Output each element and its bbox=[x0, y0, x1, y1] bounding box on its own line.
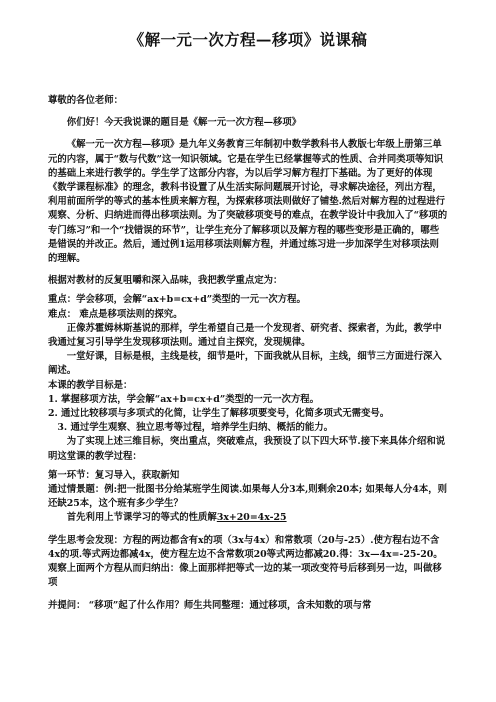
goal-item: 3. 通过学生观察、独立思考等过程，培养学生归纳、概括的能力。 bbox=[57, 422, 333, 434]
goals-intro-paragraph: 一堂好课，目标是根，主线是枝，细节是叶，下面我就从目标，主线，细节三方面进行深入阐述。 bbox=[48, 351, 442, 377]
document-title: 《解一元一次方程—移项》说课稿 bbox=[128, 30, 368, 49]
step1-question: 并提问： “移项”起了什么作用？师生共同整理：通过移项，含未知数的项与常 bbox=[48, 599, 372, 611]
goals-heading: 本课的教学目标是： bbox=[48, 379, 133, 391]
intro-paragraph: 你们好！今天我说课的题目是《解一元一次方程—移项》 bbox=[66, 117, 302, 129]
key-point: 重点：学会移项，会解“ax+b=cx+d”类型的一元一次方程。 bbox=[48, 294, 306, 306]
step1-equation-prefix: 首先利用上节课学习的等式的性质解 bbox=[66, 512, 217, 524]
difficulty: 难点： 难点是移项法则的探究。 bbox=[48, 308, 183, 320]
step1-discovery: 学生思考会发现：方程的两边都含有x的项（3x与4x）和常数项（20与-25）.使方程右边不含4x的项.等式两边都减4x，使方程左边不含常数项20等式两边都减20.得：3x—4x=-25-20。观察上面两个方程从而归纳出：像上面那样把等式一边的某一项改变符号后移到另一边，叫做移项 bbox=[48, 534, 443, 589]
greeting: 尊敬的各位老师： bbox=[48, 95, 124, 106]
step1-scenario: 通过情景题：例:把一批图书分给某班学生阅读.如果每人分3本,则剩余20本; 如果每人分4本，则还缺25本，这个班有多少学生？ bbox=[48, 484, 448, 510]
steps-paragraph: 为了实现上述三维目标，突出重点，突破难点，我预设了以下四大环节.接下来具体介绍和说明这堂课的教学过程： bbox=[48, 436, 446, 462]
step1-equation: 3x+20=4x-25 bbox=[216, 512, 287, 524]
step1-equation-line bbox=[48, 511, 448, 525]
textbook-paragraph: 《解一元一次方程—移项》是九年义务教育三年制初中数学教科书人教版七年级上册第三单元的内容，属于“数与代数”这一知识领域。它是在学生已经掌握等式的性质、合并同类项等知识的基础上来进行教学的。学生学了这部分内容，为以后学习解方程打下基础。为了更好的体现《数学课程标准》的理念，教科书设置了从生活实际问题展开讨论，寻求解决途径，列出方程，利用前面所学的等式的基本性质来解方程，为探索移项法则做好了铺垫.然后对解方程的过程进行观察、分析、归纳进而得出移项法则。为了突破移项变号的难点，在教学设计中我加入了“移项的专门练习”和一个“找错误的环节”，让学生充分了解移项以及解方程的哪些变形是正确的，哪些是错误的并改正。然后，通过例1运用移项法则解方程，并通过练习进一步加深学生对移项法则的理解。 bbox=[48, 139, 448, 265]
quote-paragraph: 正像苏霍姆林斯基说的那样，学生希望自己是一个发现者、研究者、探索者，为此，教学中我通过复习引导学生发现移项法则。通过自主探究，发现规律。 bbox=[48, 322, 442, 349]
goal-item: 2. 通过比较移项与多项式的化简，让学生了解移项要变号，化简多项式无需变号。 bbox=[48, 408, 390, 420]
step1-heading: 第一环节：复习导入，获取新知 bbox=[48, 469, 180, 481]
goal-item: 1. 掌握移项方法，学会解“ax+b=cx+d”类型的一元一次方程。 bbox=[48, 393, 319, 405]
focus-intro: 根据对教材的反复咀嚼和深入品味，我把教学重点定为： bbox=[48, 275, 283, 287]
document-body bbox=[48, 94, 448, 613]
